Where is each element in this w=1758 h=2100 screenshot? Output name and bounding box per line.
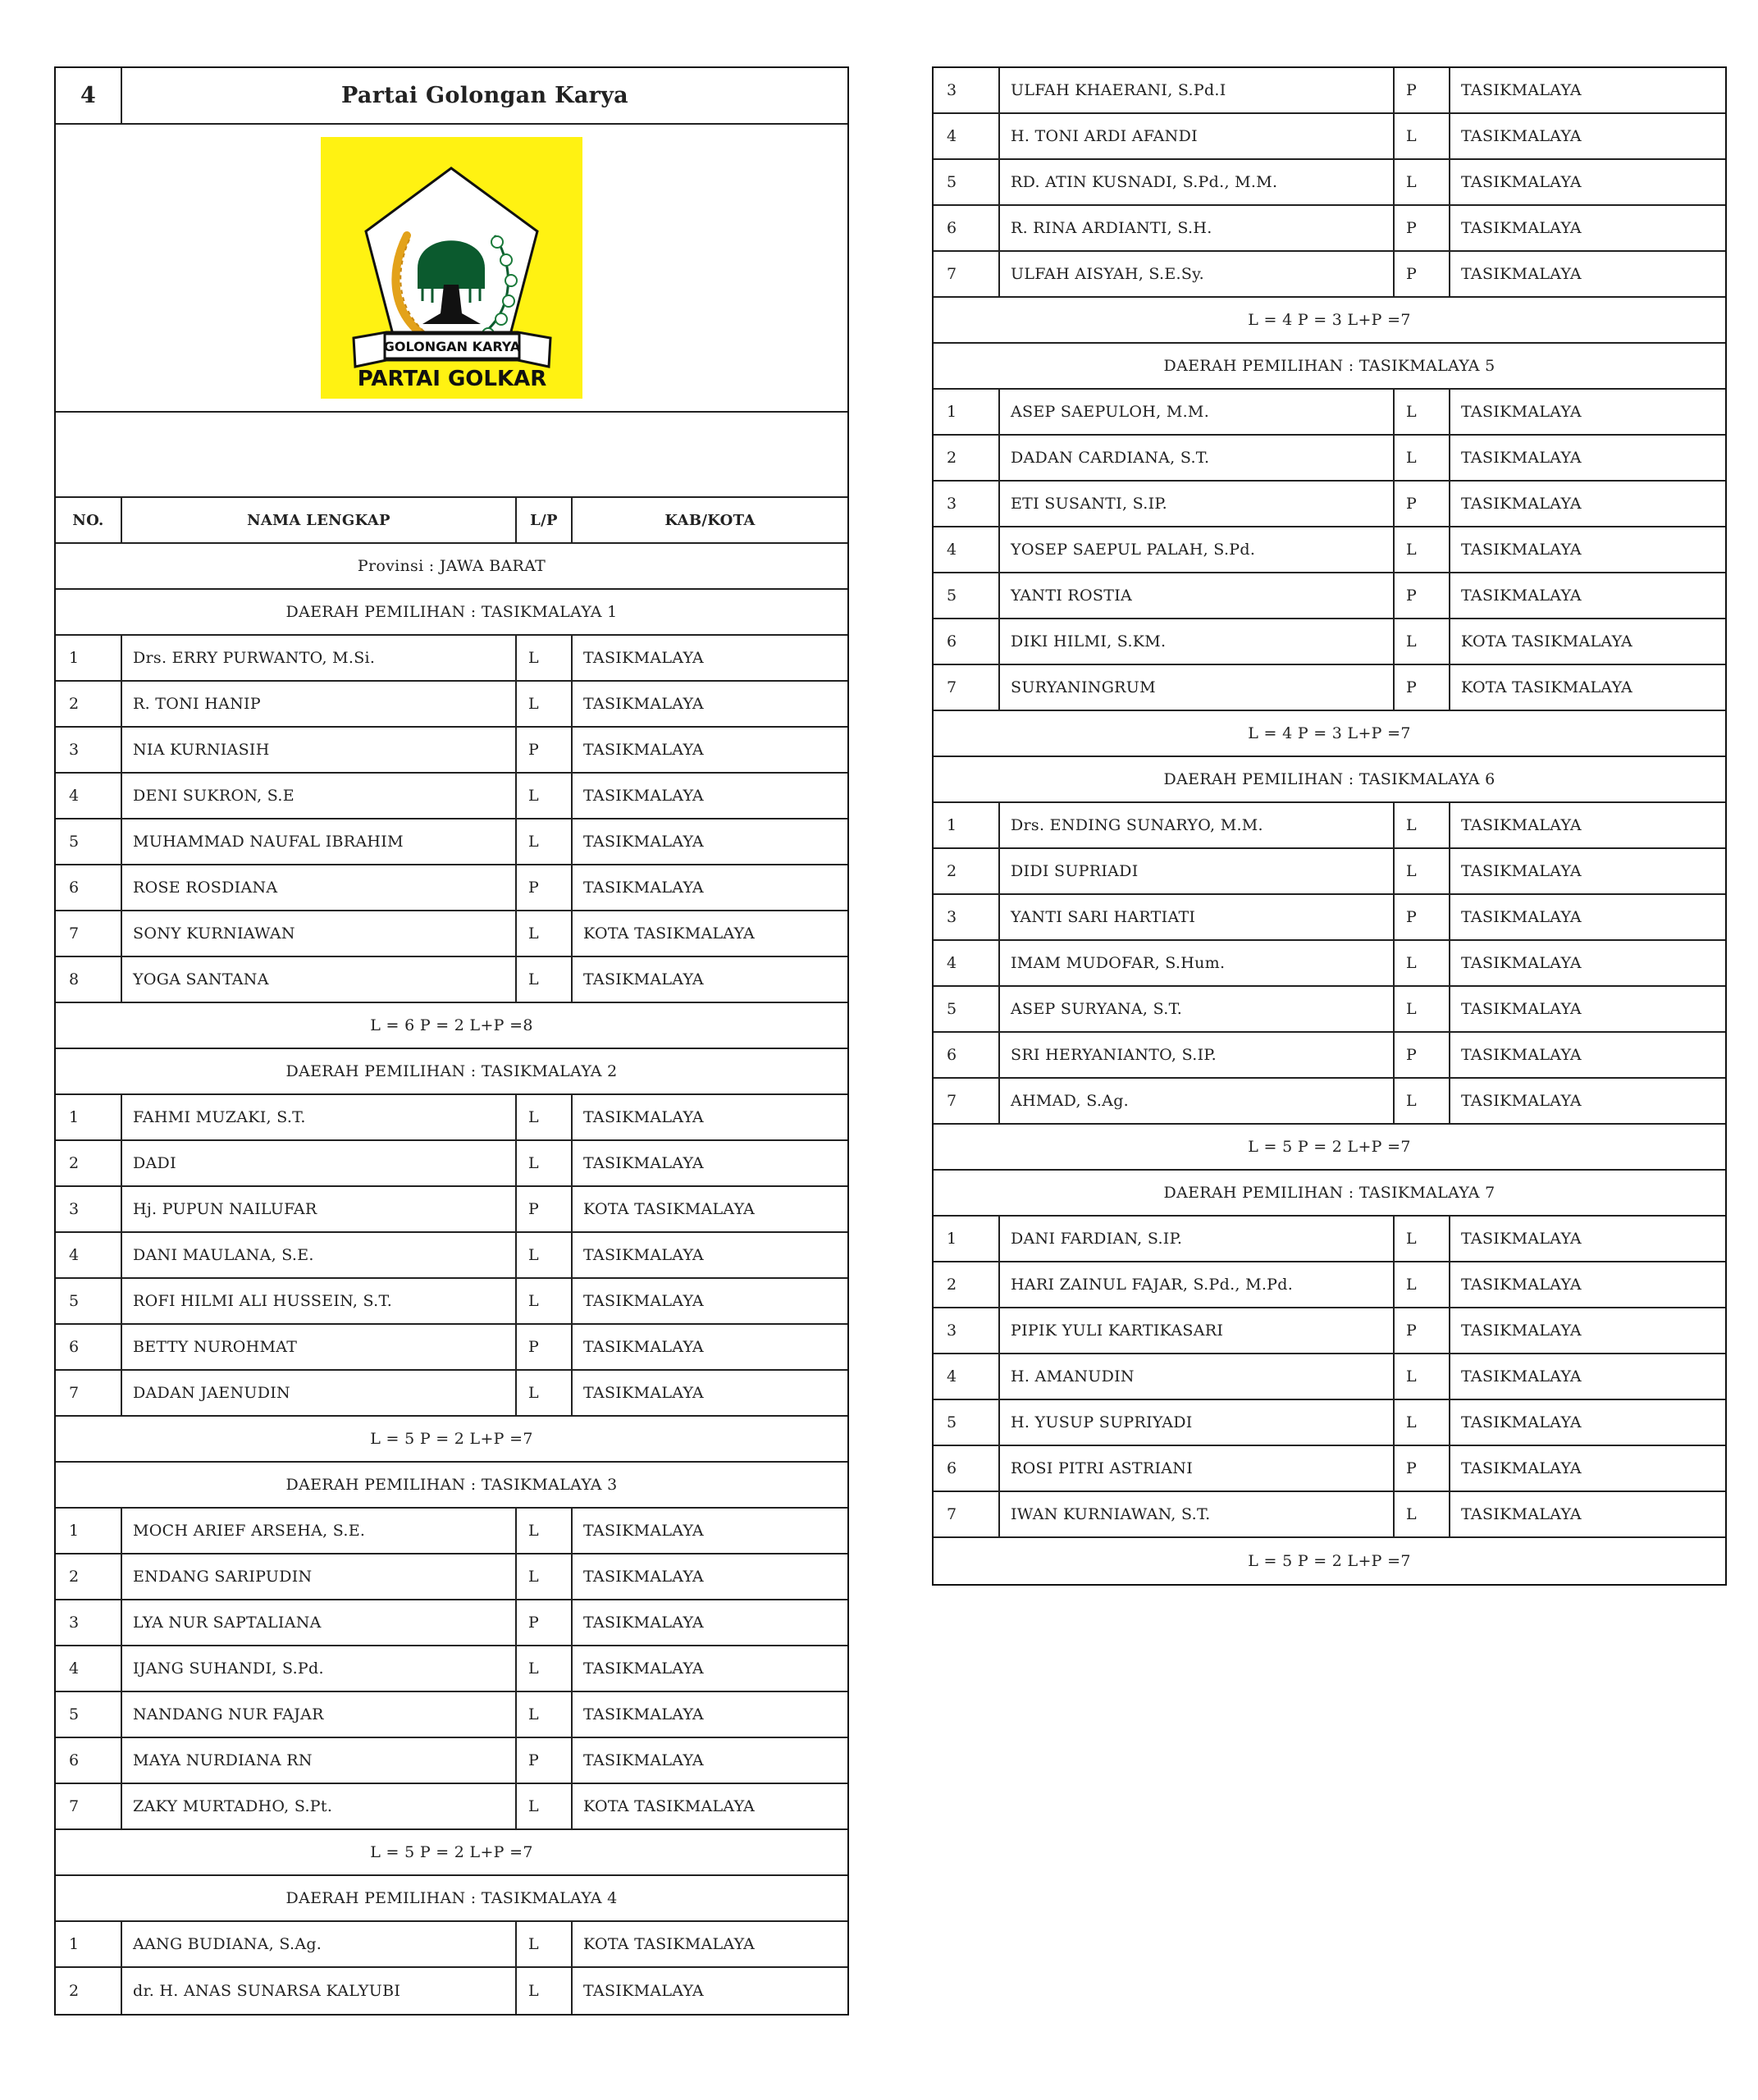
party-number: 4 (80, 83, 97, 108)
candidate-name: ASEP SURYANA, S.T. (998, 987, 1393, 1031)
gender-summary: L = 5 P = 2 L+P =7 (1248, 1138, 1411, 1156)
candidate-region: TASIKMALAYA (1449, 482, 1725, 526)
candidate-row (934, 987, 1725, 1033)
candidate-region: TASIKMALAYA (571, 819, 847, 864)
candidate-region: TASIKMALAYA (1449, 436, 1725, 480)
candidate-row (56, 1738, 847, 1784)
candidate-number: 7 (69, 924, 80, 943)
province-row (56, 544, 847, 590)
candidate-number: 2 (69, 1982, 80, 2000)
candidate-region: KOTA TASIKMALAYA (571, 1784, 847, 1828)
candidate-name: DANI MAULANA, S.E. (121, 1233, 515, 1277)
candidate-row (56, 1554, 847, 1600)
candidate-gender: L (515, 819, 571, 864)
candidate-region: TASIKMALAYA (571, 728, 847, 772)
candidate-gender: P (1393, 482, 1449, 526)
candidate-gender: L (1393, 941, 1449, 985)
candidate-row (56, 819, 847, 865)
candidate-row (934, 849, 1725, 895)
candidate-row (934, 68, 1725, 114)
candidate-number: 3 (947, 495, 957, 513)
candidate-gender: L (1393, 803, 1449, 847)
candidate-number: 2 (69, 1154, 80, 1172)
gender-summary: L = 4 P = 3 L+P =7 (1248, 724, 1411, 742)
candidate-gender: L (1393, 1400, 1449, 1445)
candidate-region: TASIKMALAYA (1449, 941, 1725, 985)
candidate-gender: L (1393, 1492, 1449, 1536)
golkar-logo-icon (321, 137, 582, 399)
candidate-gender: L (515, 911, 571, 956)
candidate-name: IWAN KURNIAWAN, S.T. (998, 1492, 1393, 1536)
candidate-name: ROFI HILMI ALI HUSSEIN, S.T. (121, 1279, 515, 1323)
candidate-row (56, 682, 847, 728)
candidate-region: KOTA TASIKMALAYA (571, 911, 847, 956)
candidate-name: MOCH ARIEF ARSEHA, S.E. (121, 1509, 515, 1553)
summary-row (934, 1125, 1725, 1171)
dapil-row (56, 590, 847, 636)
candidate-region: KOTA TASIKMALAYA (1449, 619, 1725, 664)
candidate-gender: L (1393, 527, 1449, 572)
candidate-number: 3 (69, 741, 80, 759)
gender-summary: L = 6 P = 2 L+P =8 (370, 1016, 533, 1034)
candidate-name: DADAN JAENUDIN (121, 1371, 515, 1415)
column-header-row (56, 498, 847, 544)
candidate-number: 2 (947, 862, 957, 880)
candidate-row (934, 1446, 1725, 1492)
candidate-region: TASIKMALAYA (1449, 160, 1725, 204)
candidate-table-right (932, 66, 1727, 1586)
candidate-number: 8 (69, 970, 80, 988)
candidate-number: 6 (947, 1459, 957, 1477)
candidate-region: TASIKMALAYA (571, 865, 847, 910)
candidate-number: 3 (69, 1200, 80, 1218)
candidate-row (934, 1400, 1725, 1446)
golkar-logo (321, 137, 582, 399)
candidate-region: TASIKMALAYA (1449, 1446, 1725, 1491)
candidate-name: DADI (121, 1141, 515, 1185)
candidate-region: TASIKMALAYA (1449, 1217, 1725, 1261)
candidate-gender: P (515, 1600, 571, 1645)
candidate-row (56, 865, 847, 911)
candidate-region: TASIKMALAYA (1449, 1033, 1725, 1077)
candidate-gender: L (1393, 1262, 1449, 1307)
candidate-gender: L (1393, 390, 1449, 434)
candidate-number: 5 (947, 173, 957, 191)
candidate-row (934, 1354, 1725, 1400)
candidate-number: 2 (947, 1276, 957, 1294)
candidate-region: TASIKMALAYA (571, 1141, 847, 1185)
party-header-row (56, 68, 847, 125)
candidate-name: Drs. ERRY PURWANTO, M.Si. (121, 636, 515, 680)
candidate-number: 5 (69, 1292, 80, 1310)
candidate-row (56, 1692, 847, 1738)
candidate-row (934, 1079, 1725, 1125)
candidate-region: TASIKMALAYA (1449, 1354, 1725, 1399)
candidate-row (934, 206, 1725, 252)
candidate-table-left (54, 66, 849, 2016)
candidate-row (934, 252, 1725, 298)
candidate-name: ASEP SAEPULOH, M.M. (998, 390, 1393, 434)
candidate-gender: L (515, 1692, 571, 1737)
candidate-gender: L (515, 1784, 571, 1828)
candidate-name: SRI HERYANIANTO, S.IP. (998, 1033, 1393, 1077)
candidate-number: 6 (69, 1751, 80, 1769)
candidate-name: BETTY NUROHMAT (121, 1325, 515, 1369)
candidate-number: 3 (947, 81, 957, 99)
candidate-number: 1 (69, 649, 80, 667)
candidate-number: 5 (947, 1413, 957, 1431)
candidate-row (934, 941, 1725, 987)
candidate-gender: P (1393, 1446, 1449, 1491)
candidate-gender: L (515, 1279, 571, 1323)
candidate-gender: P (515, 728, 571, 772)
candidate-gender: P (1393, 68, 1449, 112)
candidate-row (934, 1217, 1725, 1262)
candidate-name: Hj. PUPUN NAILUFAR (121, 1187, 515, 1231)
candidate-name: IJANG SUHANDI, S.Pd. (121, 1646, 515, 1691)
candidate-name: ENDANG SARIPUDIN (121, 1554, 515, 1599)
svg-text:GOLONGAN KARYA: GOLONGAN KARYA (383, 339, 521, 354)
candidate-name: YANTI ROSTIA (998, 573, 1393, 618)
candidate-region: TASIKMALAYA (1449, 1308, 1725, 1353)
candidate-name: YOGA SANTANA (121, 957, 515, 1002)
candidate-number: 6 (947, 632, 957, 651)
dapil-row (934, 1171, 1725, 1217)
candidate-name: NIA KURNIASIH (121, 728, 515, 772)
candidate-number: 3 (69, 1614, 80, 1632)
candidate-number: 4 (947, 954, 957, 972)
candidate-number: 6 (947, 1046, 957, 1064)
candidate-gender: L (515, 1141, 571, 1185)
summary-row (934, 298, 1725, 344)
candidate-row (56, 1371, 847, 1417)
candidate-row (56, 1141, 847, 1187)
candidate-row (934, 1492, 1725, 1538)
candidate-gender: L (515, 1922, 571, 1966)
dapil-label: DAERAH PEMILIHAN : TASIKMALAYA 3 (285, 1476, 618, 1494)
candidate-number: 7 (947, 1092, 957, 1110)
candidate-number: 5 (947, 587, 957, 605)
gender-summary: L = 5 P = 2 L+P =7 (370, 1430, 533, 1448)
candidate-name: DIDI SUPRIADI (998, 849, 1393, 893)
candidate-name: HARI ZAINUL FAJAR, S.Pd., M.Pd. (998, 1262, 1393, 1307)
candidate-gender: L (1393, 619, 1449, 664)
province-label: Provinsi : JAWA BARAT (357, 557, 546, 575)
candidate-region: TASIKMALAYA (571, 1738, 847, 1783)
candidate-number: 5 (69, 833, 80, 851)
candidate-gender: P (515, 1738, 571, 1783)
candidate-number: 2 (69, 695, 80, 713)
candidate-region: TASIKMALAYA (1449, 114, 1725, 158)
candidate-name: DENI SUKRON, S.E (121, 774, 515, 818)
candidate-region: TASIKMALAYA (571, 1233, 847, 1277)
candidate-region: TASIKMALAYA (571, 1554, 847, 1599)
candidate-region: KOTA TASIKMALAYA (1449, 665, 1725, 710)
candidate-gender: L (1393, 114, 1449, 158)
candidate-gender: P (1393, 1308, 1449, 1353)
candidate-region: TASIKMALAYA (1449, 68, 1725, 112)
col-name: NAMA LENGKAP (121, 498, 515, 542)
candidate-number: 5 (947, 1000, 957, 1018)
candidate-region: TASIKMALAYA (1449, 1262, 1725, 1307)
svg-text:PARTAI GOLKAR: PARTAI GOLKAR (357, 367, 547, 391)
candidate-gender: L (1393, 849, 1449, 893)
candidate-number: 2 (947, 449, 957, 467)
summary-row (934, 711, 1725, 757)
candidate-row (56, 1325, 847, 1371)
candidate-name: SURYANINGRUM (998, 665, 1393, 710)
candidate-gender: L (515, 957, 571, 1002)
candidate-name: IMAM MUDOFAR, S.Hum. (998, 941, 1393, 985)
dapil-row (934, 757, 1725, 803)
candidate-row (934, 1262, 1725, 1308)
candidate-name: AANG BUDIANA, S.Ag. (121, 1922, 515, 1966)
candidate-gender: L (1393, 1354, 1449, 1399)
candidate-row (934, 573, 1725, 619)
dapil-label: DAERAH PEMILIHAN : TASIKMALAYA 1 (285, 603, 618, 621)
candidate-number: 7 (947, 678, 957, 696)
candidate-gender: L (515, 774, 571, 818)
summary-row (56, 1830, 847, 1876)
candidate-row (56, 1095, 847, 1141)
candidate-number: 7 (69, 1384, 80, 1402)
candidate-gender: P (515, 865, 571, 910)
candidate-row (934, 895, 1725, 941)
candidate-name: MAYA NURDIANA RN (121, 1738, 515, 1783)
candidate-number: 4 (947, 1367, 957, 1386)
col-region: KAB/KOTA (571, 498, 847, 542)
candidate-row (934, 803, 1725, 849)
candidate-number: 7 (947, 265, 957, 283)
candidate-gender: L (1393, 1217, 1449, 1261)
col-no: NO. (72, 511, 104, 529)
candidate-region: TASIKMALAYA (1449, 573, 1725, 618)
candidate-gender: L (515, 1968, 571, 2014)
candidate-name: SONY KURNIAWAN (121, 911, 515, 956)
candidate-number: 4 (69, 787, 80, 805)
candidate-gender: L (515, 1095, 571, 1139)
dapil-label: DAERAH PEMILIHAN : TASIKMALAYA 2 (285, 1062, 618, 1080)
candidate-number: 7 (947, 1505, 957, 1523)
candidate-row (934, 619, 1725, 665)
candidate-number: 6 (69, 879, 80, 897)
candidate-name: H. YUSUP SUPRIYADI (998, 1400, 1393, 1445)
candidate-row (56, 1279, 847, 1325)
candidate-name: PIPIK YULI KARTIKASARI (998, 1308, 1393, 1353)
candidate-number: 4 (947, 541, 957, 559)
candidate-region: TASIKMALAYA (571, 1968, 847, 2014)
candidate-name: ROSE ROSDIANA (121, 865, 515, 910)
candidate-gender: P (515, 1187, 571, 1231)
candidate-row (934, 527, 1725, 573)
candidate-number: 1 (69, 1522, 80, 1540)
candidate-region: TASIKMALAYA (571, 774, 847, 818)
candidate-region: TASIKMALAYA (571, 1509, 847, 1553)
candidate-gender: L (515, 1371, 571, 1415)
candidate-gender: L (515, 636, 571, 680)
candidate-number: 1 (947, 1230, 957, 1248)
summary-row (56, 1417, 847, 1463)
candidate-region: TASIKMALAYA (571, 1646, 847, 1691)
dapil-row (56, 1876, 847, 1922)
candidate-row (56, 1600, 847, 1646)
candidate-name: H. TONI ARDI AFANDI (998, 114, 1393, 158)
candidate-name: DADAN CARDIANA, S.T. (998, 436, 1393, 480)
candidate-row (934, 482, 1725, 527)
candidate-region: TASIKMALAYA (571, 682, 847, 726)
dapil-row (56, 1463, 847, 1509)
candidate-gender: P (1393, 665, 1449, 710)
candidate-region: TASIKMALAYA (571, 1692, 847, 1737)
candidate-name: AHMAD, S.Ag. (998, 1079, 1393, 1123)
candidate-name: ULFAH AISYAH, S.E.Sy. (998, 252, 1393, 296)
candidate-gender: P (1393, 895, 1449, 939)
dapil-label: DAERAH PEMILIHAN : TASIKMALAYA 7 (1163, 1184, 1495, 1202)
candidate-row (56, 636, 847, 682)
candidate-name: ZAKY MURTADHO, S.Pt. (121, 1784, 515, 1828)
candidate-row (56, 1646, 847, 1692)
candidate-region: TASIKMALAYA (1449, 527, 1725, 572)
candidate-gender: L (515, 1233, 571, 1277)
dapil-row (934, 344, 1725, 390)
candidate-region: TASIKMALAYA (1449, 390, 1725, 434)
gender-summary: L = 5 P = 2 L+P =7 (1248, 1552, 1411, 1570)
candidate-region: TASIKMALAYA (1449, 895, 1725, 939)
candidate-region: KOTA TASIKMALAYA (571, 1922, 847, 1966)
candidate-row (56, 1784, 847, 1830)
candidate-number: 5 (69, 1705, 80, 1723)
candidate-name: RD. ATIN KUSNADI, S.Pd., M.M. (998, 160, 1393, 204)
blank-row (56, 413, 847, 498)
candidate-gender: L (1393, 436, 1449, 480)
candidate-number: 3 (947, 908, 957, 926)
candidate-gender: L (515, 682, 571, 726)
candidate-row (934, 1308, 1725, 1354)
candidate-name: LYA NUR SAPTALIANA (121, 1600, 515, 1645)
candidate-number: 7 (69, 1797, 80, 1815)
candidate-row (934, 436, 1725, 482)
candidate-number: 3 (947, 1322, 957, 1340)
candidate-gender: L (1393, 987, 1449, 1031)
candidate-region: TASIKMALAYA (571, 957, 847, 1002)
candidate-name: R. TONI HANIP (121, 682, 515, 726)
candidate-gender: P (515, 1325, 571, 1369)
candidate-gender: P (1393, 252, 1449, 296)
dapil-label: DAERAH PEMILIHAN : TASIKMALAYA 5 (1163, 357, 1495, 375)
candidate-row (56, 774, 847, 819)
dapil-label: DAERAH PEMILIHAN : TASIKMALAYA 6 (1163, 770, 1495, 788)
party-logo-row (56, 125, 847, 413)
candidate-gender: L (515, 1509, 571, 1553)
gender-summary: L = 5 P = 2 L+P =7 (370, 1843, 533, 1861)
candidate-name: ROSI PITRI ASTRIANI (998, 1446, 1393, 1491)
candidate-region: TASIKMALAYA (1449, 803, 1725, 847)
dapil-label: DAERAH PEMILIHAN : TASIKMALAYA 4 (285, 1889, 618, 1907)
candidate-gender: P (1393, 206, 1449, 250)
candidate-number: 2 (69, 1568, 80, 1586)
candidate-row (56, 957, 847, 1003)
candidate-region: TASIKMALAYA (1449, 1079, 1725, 1123)
candidate-region: TASIKMALAYA (571, 636, 847, 680)
candidate-region: TASIKMALAYA (1449, 849, 1725, 893)
candidate-gender: P (1393, 573, 1449, 618)
candidate-region: TASIKMALAYA (1449, 1400, 1725, 1445)
candidate-name: YANTI SARI HARTIATI (998, 895, 1393, 939)
candidate-name: DIKI HILMI, S.KM. (998, 619, 1393, 664)
candidate-number: 6 (69, 1338, 80, 1356)
candidate-number: 1 (947, 403, 957, 421)
candidate-region: TASIKMALAYA (571, 1325, 847, 1369)
candidate-name: YOSEP SAEPUL PALAH, S.Pd. (998, 527, 1393, 572)
candidate-gender: L (1393, 1079, 1449, 1123)
candidate-gender: L (515, 1554, 571, 1599)
candidate-row (56, 911, 847, 957)
candidate-row (56, 1233, 847, 1279)
candidate-name: MUHAMMAD NAUFAL IBRAHIM (121, 819, 515, 864)
candidate-gender: L (1393, 160, 1449, 204)
summary-row (934, 1538, 1725, 1584)
candidate-number: 1 (69, 1108, 80, 1126)
candidate-row (934, 160, 1725, 206)
candidate-name: R. RINA ARDIANTI, S.H. (998, 206, 1393, 250)
candidate-number: 4 (69, 1659, 80, 1678)
gender-summary: L = 4 P = 3 L+P =7 (1248, 311, 1411, 329)
candidate-region: TASIKMALAYA (1449, 1492, 1725, 1536)
candidate-region: TASIKMALAYA (571, 1095, 847, 1139)
candidate-number: 6 (947, 219, 957, 237)
candidate-name: NANDANG NUR FAJAR (121, 1692, 515, 1737)
candidate-gender: L (515, 1646, 571, 1691)
candidate-row (56, 728, 847, 774)
candidate-row (934, 665, 1725, 711)
candidate-region: TASIKMALAYA (571, 1279, 847, 1323)
candidate-name: Drs. ENDING SUNARYO, M.M. (998, 803, 1393, 847)
candidate-number: 1 (69, 1935, 80, 1953)
candidate-row (934, 390, 1725, 436)
candidate-number: 4 (947, 127, 957, 145)
candidate-region: TASIKMALAYA (571, 1371, 847, 1415)
candidate-region: TASIKMALAYA (1449, 987, 1725, 1031)
candidate-row (56, 1509, 847, 1554)
candidate-row (56, 1968, 847, 2014)
party-name: Partai Golongan Karya (121, 68, 847, 123)
summary-row (56, 1003, 847, 1049)
candidate-region: TASIKMALAYA (1449, 252, 1725, 296)
candidate-name: FAHMI MUZAKI, S.T. (121, 1095, 515, 1139)
candidate-name: DANI FARDIAN, S.IP. (998, 1217, 1393, 1261)
candidate-region: TASIKMALAYA (571, 1600, 847, 1645)
candidate-name: ULFAH KHAERANI, S.Pd.I (998, 68, 1393, 112)
candidate-name: dr. H. ANAS SUNARSA KALYUBI (121, 1968, 515, 2014)
candidate-row (56, 1187, 847, 1233)
candidate-name: ETI SUSANTI, S.IP. (998, 482, 1393, 526)
candidate-row (56, 1922, 847, 1968)
candidate-row (934, 1033, 1725, 1079)
col-gender: L/P (515, 498, 571, 542)
candidate-number: 1 (947, 816, 957, 834)
candidate-row (934, 114, 1725, 160)
candidate-region: TASIKMALAYA (1449, 206, 1725, 250)
candidate-region: KOTA TASIKMALAYA (571, 1187, 847, 1231)
candidate-number: 4 (69, 1246, 80, 1264)
dapil-row (56, 1049, 847, 1095)
candidate-name: H. AMANUDIN (998, 1354, 1393, 1399)
candidate-gender: P (1393, 1033, 1449, 1077)
